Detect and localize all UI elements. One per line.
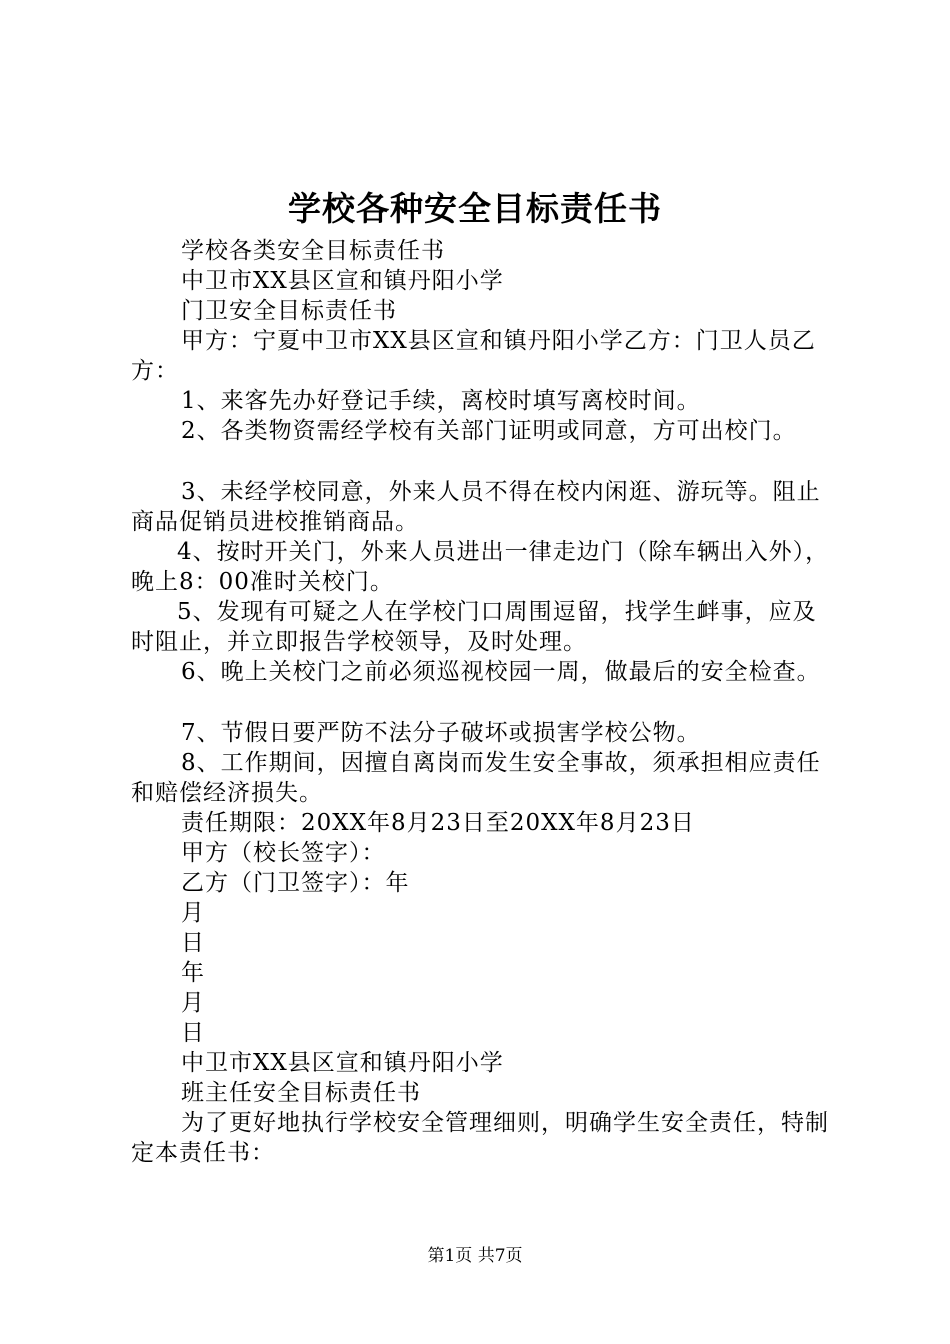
paragraph-date-month-2: 月 [181, 990, 205, 1016]
paragraph-item-8: 8、工作期间，因擅自离岗而发生安全事故，须承担相应责任和赔偿经济损失。 [131, 750, 821, 806]
paragraph-date-month-1: 月 [181, 900, 205, 926]
paragraph-date-day-1: 日 [181, 930, 205, 956]
paragraph-item-2: 2、各类物资需经学校有关部门证明或同意，方可出校门。 [181, 418, 797, 444]
paragraph-section-heading-2: 班主任安全目标责任书 [181, 1080, 421, 1106]
document-body [131, 236, 831, 1168]
paragraph-party-b-signature: 乙方（门卫签字）：年 [181, 870, 410, 896]
paragraph-party-a-signature: 甲方（校长签字）： [181, 840, 386, 866]
paragraph-item-4: 4、按时开关门，外来人员进出一律走边门（除车辆出入外），晚上8：00准时关校门。 [131, 539, 830, 595]
paragraph-item-7: 7、节假日要严防不法分子破坏或损害学校公物。 [181, 720, 701, 746]
paragraph-intro: 为了更好地执行学校安全管理细则，明确学生安全责任，特制定本责任书： [131, 1110, 829, 1166]
paragraph-section-heading: 门卫安全目标责任书 [181, 298, 397, 324]
paragraph-school-name: 中卫市XX县区宣和镇丹阳小学 [181, 268, 504, 294]
paragraph-subtitle: 学校各类安全目标责任书 [181, 238, 445, 264]
paragraph-item-3: 3、未经学校同意，外来人员不得在校内闲逛、游玩等。阻止商品促销员进校推销商品。 [131, 479, 821, 535]
page-footer: 第1页 共7页 [427, 1246, 523, 1266]
paragraph-term: 责任期限：20XX年8月23日至20XX年8月23日 [181, 810, 695, 836]
paragraph-date-day-2: 日 [181, 1020, 205, 1046]
paragraph-school-name-2: 中卫市XX县区宣和镇丹阳小学 [181, 1050, 504, 1076]
paragraph-item-5: 5、发现有可疑之人在学校门口周围逗留，找学生衅事，应及时阻止，并立即报告学校领导，及时处理。 [131, 599, 817, 655]
paragraph-date-year-2: 年 [181, 960, 205, 986]
document-title: 学校各种安全目标责任书 [288, 189, 662, 228]
paragraph-item-6: 6、晚上关校门之前必须巡视校园一周，做最后的安全检查。 [181, 659, 821, 685]
paragraph-parties: 甲方：宁夏中卫市XX县区宣和镇丹阳小学乙方：门卫人员乙方： [131, 328, 816, 384]
paragraph-item-1: 1、来客先办好登记手续，离校时填写离校时间。 [181, 388, 701, 414]
